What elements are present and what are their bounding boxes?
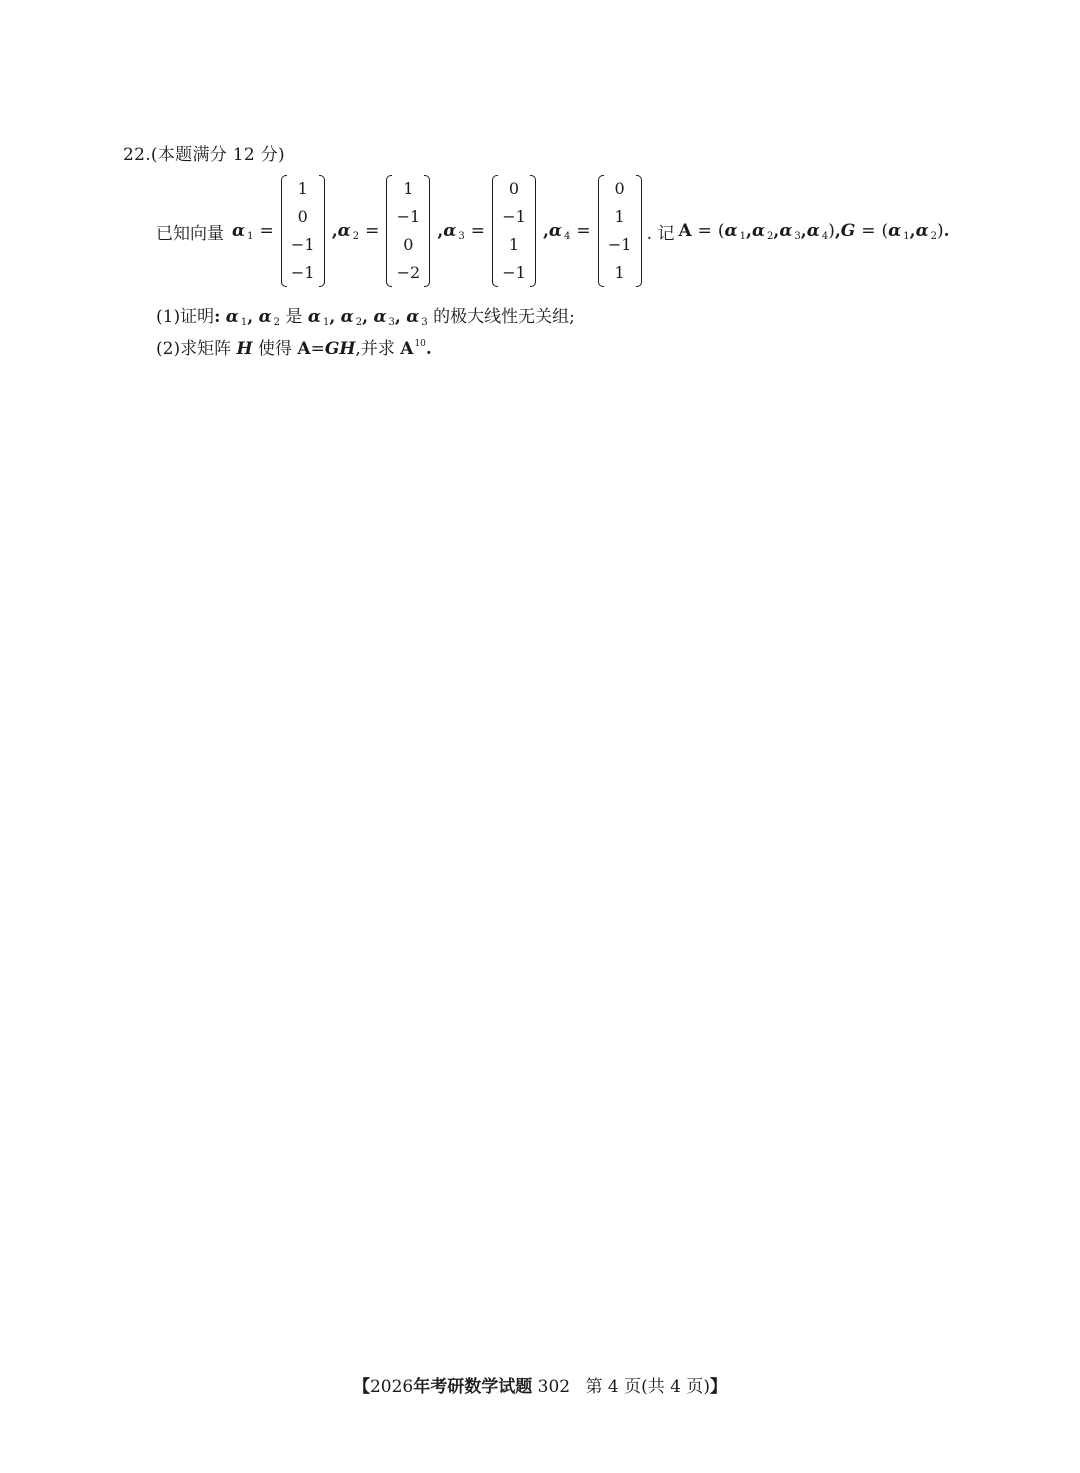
- matrix-cell: −1: [502, 207, 526, 226]
- alpha-ref: α $_4$: [806, 220, 829, 242]
- part1-prefix: (1)证明: [156, 307, 215, 327]
- define-prefix: . 记: [646, 223, 675, 244]
- matrix-cell: 0: [297, 207, 308, 226]
- matrix-cell: −1: [396, 207, 421, 226]
- matrix-G-symbol: G: [840, 221, 856, 241]
- matrix-cell: 0: [614, 179, 625, 198]
- comma: ,: [800, 221, 807, 241]
- alpha-ref: α $_1$: [888, 220, 910, 242]
- alpha-ref: α $_2$: [751, 220, 774, 242]
- part-2: [156, 334, 432, 359]
- matrix-cell: −1: [502, 263, 526, 282]
- vector-label-3: α $_3$: [443, 220, 465, 242]
- equals-sign: =: [576, 221, 591, 241]
- alpha-ref: α $_3$: [373, 307, 395, 328]
- comma: ,: [543, 221, 549, 241]
- vector-alpha1-matrix: [282, 175, 324, 287]
- alpha-ref: α $_1$: [724, 220, 747, 242]
- left-bracket: [492, 175, 498, 287]
- matrix-H-symbol: H: [236, 339, 253, 359]
- equals-sign: =: [861, 221, 876, 241]
- alpha-ref: α $_1$: [225, 307, 248, 328]
- equals-sign: =: [697, 221, 712, 241]
- matrix-A-symbol: A: [400, 339, 414, 359]
- footer-code: 302: [537, 1377, 571, 1397]
- matrix-cell: −2: [396, 263, 421, 282]
- part2-prefix: (2)求矩阵: [156, 339, 232, 359]
- vector-alpha4-matrix: [599, 175, 641, 287]
- alpha-ref: α $_2$: [258, 307, 281, 328]
- matrix-cell: −1: [290, 263, 315, 282]
- comma: ,: [247, 307, 254, 327]
- comma: ,: [394, 307, 401, 327]
- matrix-cell: 1: [508, 235, 520, 254]
- comma: ,: [362, 307, 369, 327]
- footer-open-bracket: 【: [352, 1377, 370, 1397]
- part-1: [156, 302, 575, 328]
- left-bracket: [598, 175, 604, 287]
- right-bracket: [319, 175, 325, 287]
- alpha-ref: α $_1$: [307, 307, 330, 328]
- open-paren: (: [717, 221, 725, 241]
- period: .: [943, 221, 950, 241]
- given-statement: [156, 172, 950, 290]
- left-bracket: [386, 175, 392, 287]
- matrix-cell: −1: [290, 235, 315, 254]
- right-bracket: [636, 175, 642, 287]
- alpha-ref: α $_2$: [340, 307, 363, 328]
- matrix-cell: 1: [297, 179, 308, 198]
- alpha-ref: α $_3$: [779, 220, 801, 242]
- matrix-cell: 0: [508, 179, 520, 198]
- footer-close-bracket: 】: [710, 1377, 728, 1397]
- matrix-cell: 1: [614, 263, 625, 282]
- vector-alpha3-matrix: [493, 175, 535, 287]
- alpha-ref: α $_3$: [406, 307, 428, 328]
- question-header: 22.(本题满分 12 分): [123, 145, 285, 165]
- matrix-cell: 0: [403, 235, 414, 254]
- matrix-A-symbol: A: [297, 339, 311, 359]
- open-paren: (: [881, 221, 889, 241]
- comma: ,: [746, 221, 752, 241]
- comma: ,: [773, 221, 780, 241]
- page-footer: [0, 1372, 1080, 1397]
- right-bracket: [530, 175, 536, 287]
- intro-text: 已知向量: [156, 223, 224, 244]
- comma: ,: [331, 221, 338, 241]
- footer-page-number: 第 4 页(共 4 页): [585, 1377, 711, 1397]
- matrix-A-symbol: A: [678, 221, 692, 241]
- vector-label-2: α $_2$: [337, 220, 360, 242]
- close-paren: ): [828, 221, 835, 241]
- vector-label-4: α $_4$: [548, 220, 571, 242]
- part1-is: 是: [285, 307, 303, 327]
- equals-sign: =: [470, 221, 485, 241]
- part2-mid: 使得: [257, 339, 292, 359]
- footer-year: 2026: [369, 1377, 414, 1397]
- comma: ,: [329, 307, 336, 327]
- part1-suffix: 的极大线性无关组;: [433, 307, 575, 327]
- comma: ,: [909, 221, 916, 241]
- equals-sign: =: [259, 221, 274, 241]
- period: .: [425, 339, 432, 359]
- comma: ,: [834, 221, 841, 241]
- alpha-ref: α $_2$: [915, 220, 938, 242]
- right-bracket: [424, 175, 430, 287]
- footer-title: 年考研数学试题: [413, 1377, 533, 1397]
- colon: :: [214, 307, 221, 327]
- vector-alpha2-matrix: [387, 175, 429, 287]
- left-bracket: [281, 175, 287, 287]
- equals-sign: =: [365, 221, 380, 241]
- matrix-cell: 1: [614, 207, 625, 226]
- close-paren: ): [937, 221, 944, 241]
- power-exponent: 10: [414, 339, 426, 349]
- vector-label-1: α $_1$: [232, 220, 254, 242]
- matrix-cell: −1: [607, 235, 632, 254]
- comma: ,: [437, 221, 444, 241]
- matrix-cell: 1: [403, 179, 414, 198]
- part2-and: ,并求: [355, 339, 395, 359]
- equals-sign: =: [310, 339, 325, 359]
- matrix-GH-symbol: GH: [324, 339, 356, 359]
